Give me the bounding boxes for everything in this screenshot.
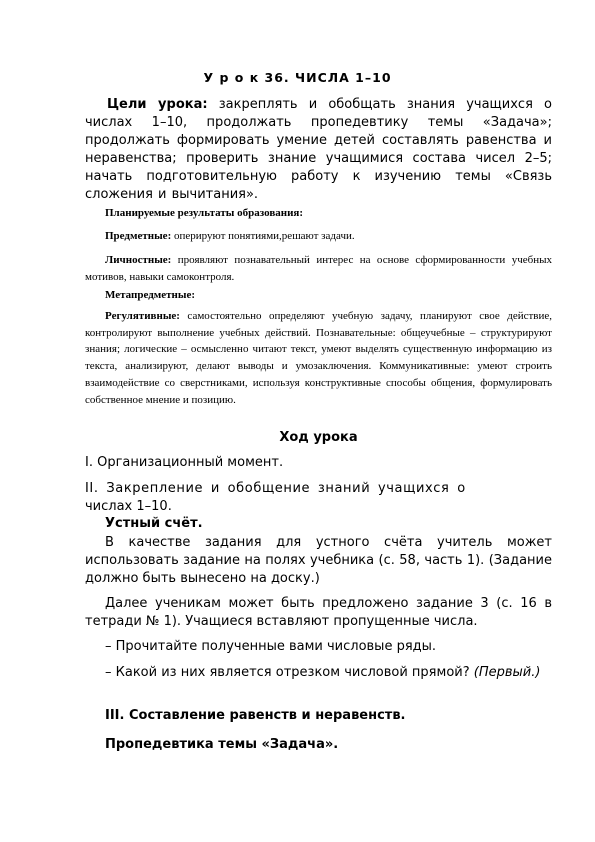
section-consolidation-cont: числах 1–10.: [85, 499, 172, 514]
question-number-line-answer: (Первый.): [473, 665, 541, 680]
oral-count-text: В качестве задания для устного счёта учитель может использовать задание на полях учебника (с. 58, часть 1). (Задание должно быть вынесено на доску.): [85, 535, 552, 586]
section-task-propaedeutics: Пропедевтика темы «Задача».: [105, 737, 339, 752]
regulatory-label: Регулятивные:: [105, 310, 180, 322]
goals-text: закреплять и обобщать знания учащихся о числах 1–10, продолжать пропедевтику темы «Задача»; продолжать формировать умение детей составлять равенства и неравенства; проверить знание учащимися состава чисел 2–5; начать подготовительную работу к изучению темы «Связь сложения и вычитания».: [85, 97, 552, 202]
subject-results: [85, 228, 552, 245]
personal-text: проявляют познавательный интерес на основе сформированности учебных мотивов, навыки самоконтроля.: [85, 254, 552, 283]
question-number-line-text: – Какой из них является отрезком числовой прямой?: [105, 665, 474, 680]
question-number-line: [85, 664, 552, 682]
planned-results-heading: Планируемые результаты образования:: [105, 207, 304, 219]
section-equalities: III. Составление равенств и неравенств.: [105, 708, 406, 723]
question-read-rows: – Прочитайте полученные вами числовые ряды.: [105, 639, 437, 654]
lesson-goals: [85, 96, 552, 204]
lesson-title: У р о к 36. ЧИСЛА 1–10: [203, 70, 392, 85]
subject-text: оперируют понятиями,решают задачи.: [171, 230, 355, 242]
regulatory-results: [85, 308, 552, 408]
next-task-text: Далее ученикам может быть предложено задание 3 (с. 16 в тетради № 1). Учащиеся вставляют пропущенные числа.: [85, 596, 552, 629]
section-consolidation: II. Закрепление и обобщение знаний учащихся о: [85, 481, 466, 496]
personal-results: [85, 252, 552, 285]
section-organizational: I. Организационный момент.: [85, 455, 284, 470]
meta-heading: Метапредметные:: [105, 289, 196, 301]
regulatory-text: самостоятельно определяют учебную задачу, планируют свое действие, контролируют выполнение учебных действий. Познавательные: общеучебные – структурируют знания; логические – осмысленно читают текст, умеют выделять существенную информацию из текста, анализируют, делают выводы и умозаключения. Коммуникативные: умеют строить взаимодействие со сверстниками, используя конструктивные способы общения, формулировать собственное мнение и позицию.: [85, 310, 552, 406]
personal-label: Личностные:: [105, 254, 172, 266]
goals-label: Цели урока:: [107, 97, 208, 112]
oral-count-heading: Устный счёт.: [105, 516, 203, 531]
subject-label: Предметные:: [105, 230, 172, 242]
course-heading: Ход урока: [279, 430, 358, 445]
